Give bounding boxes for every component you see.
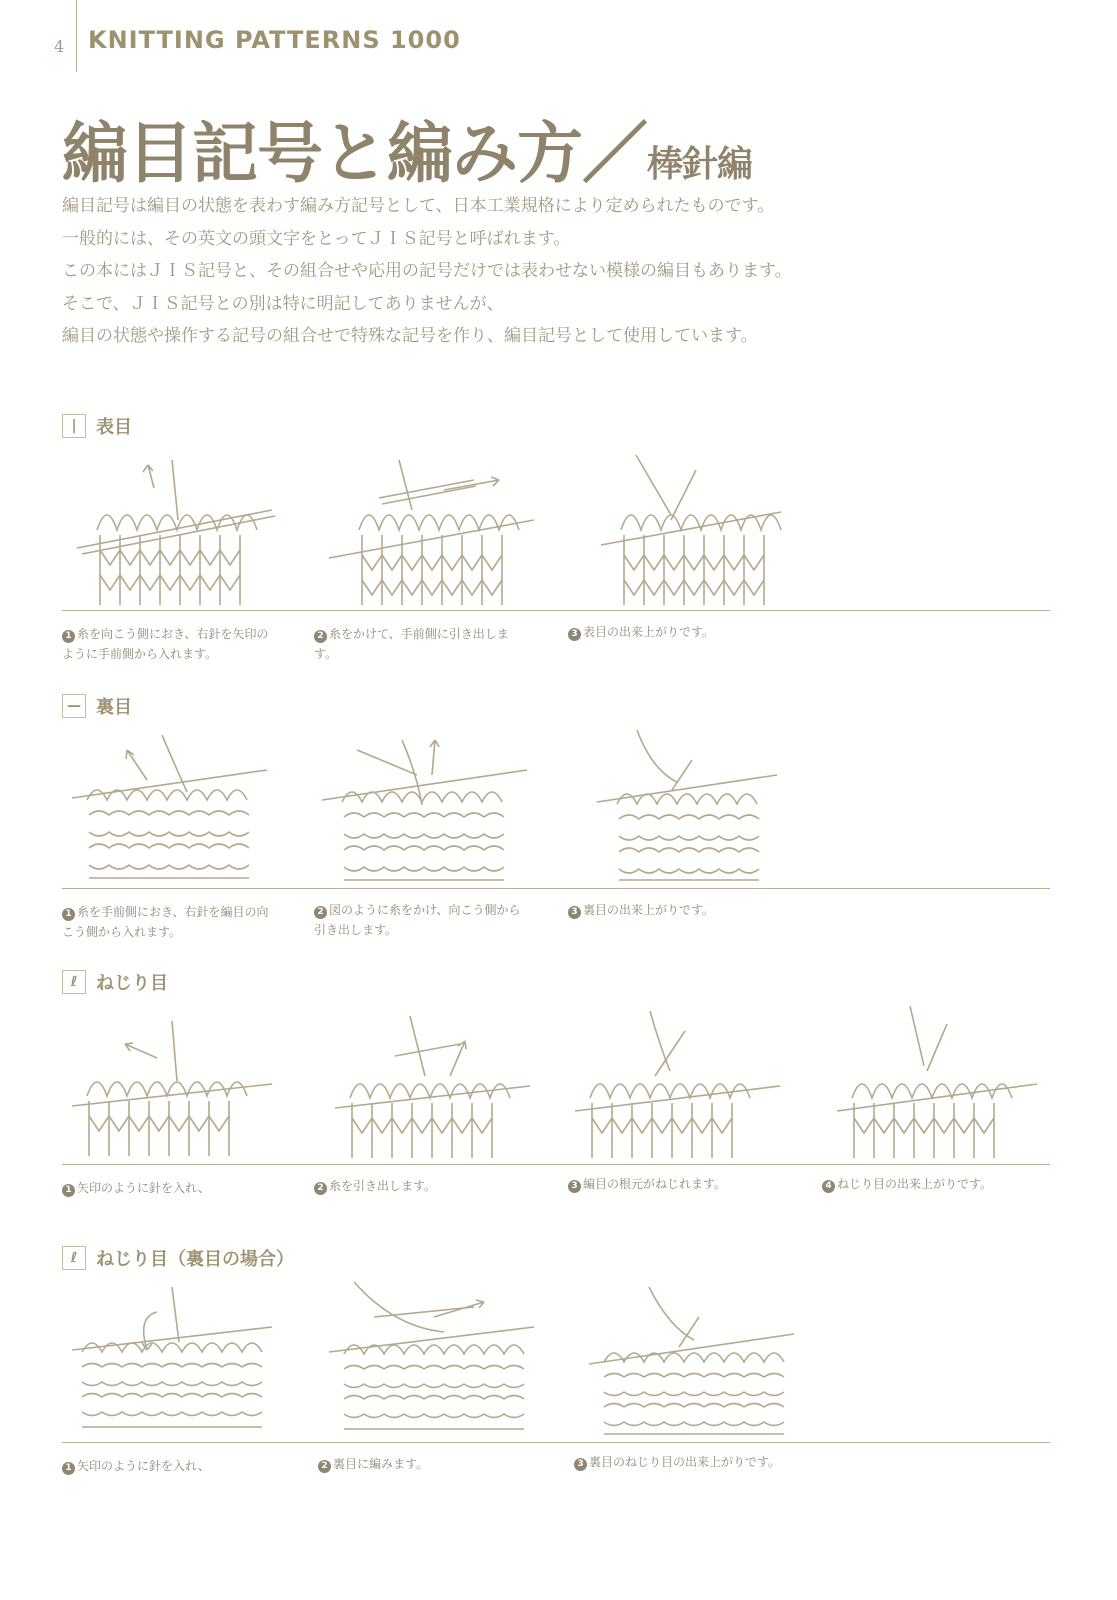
step-number-icon: 2	[314, 1182, 327, 1195]
twisted-step2-illustration	[330, 996, 540, 1161]
step-number-icon: 3	[574, 1458, 587, 1471]
illustration-row	[62, 1272, 1062, 1447]
illustration-row	[62, 720, 1062, 895]
header-divider	[76, 0, 77, 72]
step-caption: 2 糸をかけて、手前側に引き出しま す。	[314, 627, 509, 661]
twisted-purl-step1-illustration	[67, 1272, 277, 1437]
intro-line: 編目記号は編目の状態を表わす編み方記号として、日本工業規格により定められたものです。	[62, 196, 775, 216]
step-caption: 2 裏目に編みます。	[318, 1454, 428, 1474]
section-twisted-purl	[62, 1244, 1062, 1473]
series-title: KNITTING PATTERNS 1000	[88, 26, 461, 54]
step-caption: 1 糸を向こう側におき、右針を矢印の ように手前側から入れます。	[62, 627, 269, 661]
section-divider	[62, 1442, 1050, 1443]
intro-line: 一般的には、その英文の頭文字をとってＪＩＳ記号と呼ばれます。	[62, 228, 571, 249]
intro-line: この本にはＪＩＳ記号と、その組合せや応用の記号だけでは表わせない模様の編目もあります。	[62, 261, 792, 281]
twisted-step4-illustration	[832, 996, 1042, 1161]
section-divider	[62, 888, 1050, 889]
purl-symbol-icon: —	[62, 694, 86, 718]
step-number-icon: 3	[568, 1180, 581, 1193]
section-heading	[62, 968, 1062, 996]
knit-step3-illustration	[596, 440, 796, 610]
step-number-icon: 3	[568, 906, 581, 919]
illustration-row	[62, 440, 1062, 615]
step-caption: 2 図のように糸をかけ、向こう側から 引き出します。	[314, 903, 521, 937]
step-number-icon: 3	[568, 628, 581, 641]
step-number-icon: 2	[314, 630, 327, 643]
title-slash: ／	[582, 115, 647, 192]
purl-step3-illustration	[592, 720, 792, 885]
knit-step2-illustration	[324, 440, 544, 610]
step-caption: 2 糸を引き出します。	[314, 1176, 436, 1196]
section-title: 表目	[96, 417, 132, 438]
twisted-purl-step2-illustration	[324, 1272, 544, 1437]
step-caption: 3 表目の出来上がりです。	[568, 622, 714, 642]
step-number-icon: 4	[822, 1180, 835, 1193]
step-number-icon: 1	[62, 630, 75, 643]
twisted-symbol-icon: ℓ	[62, 970, 86, 994]
intro-text	[62, 190, 1062, 353]
intro-line: 編目の状態や操作する記号の組合せで特殊な記号を作り、編目記号として使用しています。	[62, 326, 758, 346]
step-caption: 1 矢印のように針を入れ、	[62, 1456, 210, 1476]
page-number: 4	[54, 36, 65, 56]
section-title: ねじり目（裏目の場合）	[96, 1249, 294, 1270]
step-number-icon: 1	[62, 1184, 75, 1197]
knit-symbol-icon: |	[62, 414, 86, 438]
section-divider	[62, 610, 1050, 611]
title-sub: 棒針編	[647, 144, 753, 185]
page-header	[54, 22, 72, 70]
intro-line: そこで、ＪＩＳ記号との別は特に明記してありませんが、	[62, 293, 504, 314]
purl-step1-illustration	[67, 720, 277, 885]
step-caption: 4 ねじり目の出来上がりです。	[822, 1174, 992, 1194]
step-number-icon: 2	[314, 906, 327, 919]
page-title	[62, 100, 752, 195]
section-twisted	[62, 968, 1062, 1195]
section-heading	[62, 1244, 1062, 1272]
twisted-step3-illustration	[570, 996, 785, 1161]
section-heading	[62, 412, 1062, 440]
twisted-step1-illustration	[67, 996, 277, 1161]
purl-step2-illustration	[317, 720, 537, 885]
step-caption: 3 裏目のねじり目の出来上がりです。	[574, 1452, 780, 1472]
step-caption: 3 編目の根元がねじれます。	[568, 1174, 726, 1194]
section-title: ねじり目	[96, 973, 168, 994]
section-divider	[62, 1164, 1050, 1165]
knit-step1-illustration	[72, 440, 282, 610]
section-purl	[62, 692, 1062, 939]
step-number-icon: 2	[318, 1460, 331, 1473]
step-number-icon: 1	[62, 908, 75, 921]
step-caption: 1 矢印のように針を入れ、	[62, 1178, 210, 1198]
illustration-row	[62, 996, 1062, 1171]
step-number-icon: 1	[62, 1462, 75, 1475]
section-heading	[62, 692, 1062, 720]
section-title: 裏目	[96, 697, 132, 718]
title-main: 編目記号と編み方	[62, 115, 582, 192]
twisted-purl-symbol-icon: ℓ	[62, 1246, 86, 1270]
section-knit	[62, 412, 1062, 661]
step-caption: 3 裏目の出来上がりです。	[568, 900, 714, 920]
step-caption: 1 糸を手前側におき、右針を編目の向 こう側から入れます。	[62, 905, 269, 939]
twisted-purl-step3-illustration	[584, 1272, 799, 1437]
